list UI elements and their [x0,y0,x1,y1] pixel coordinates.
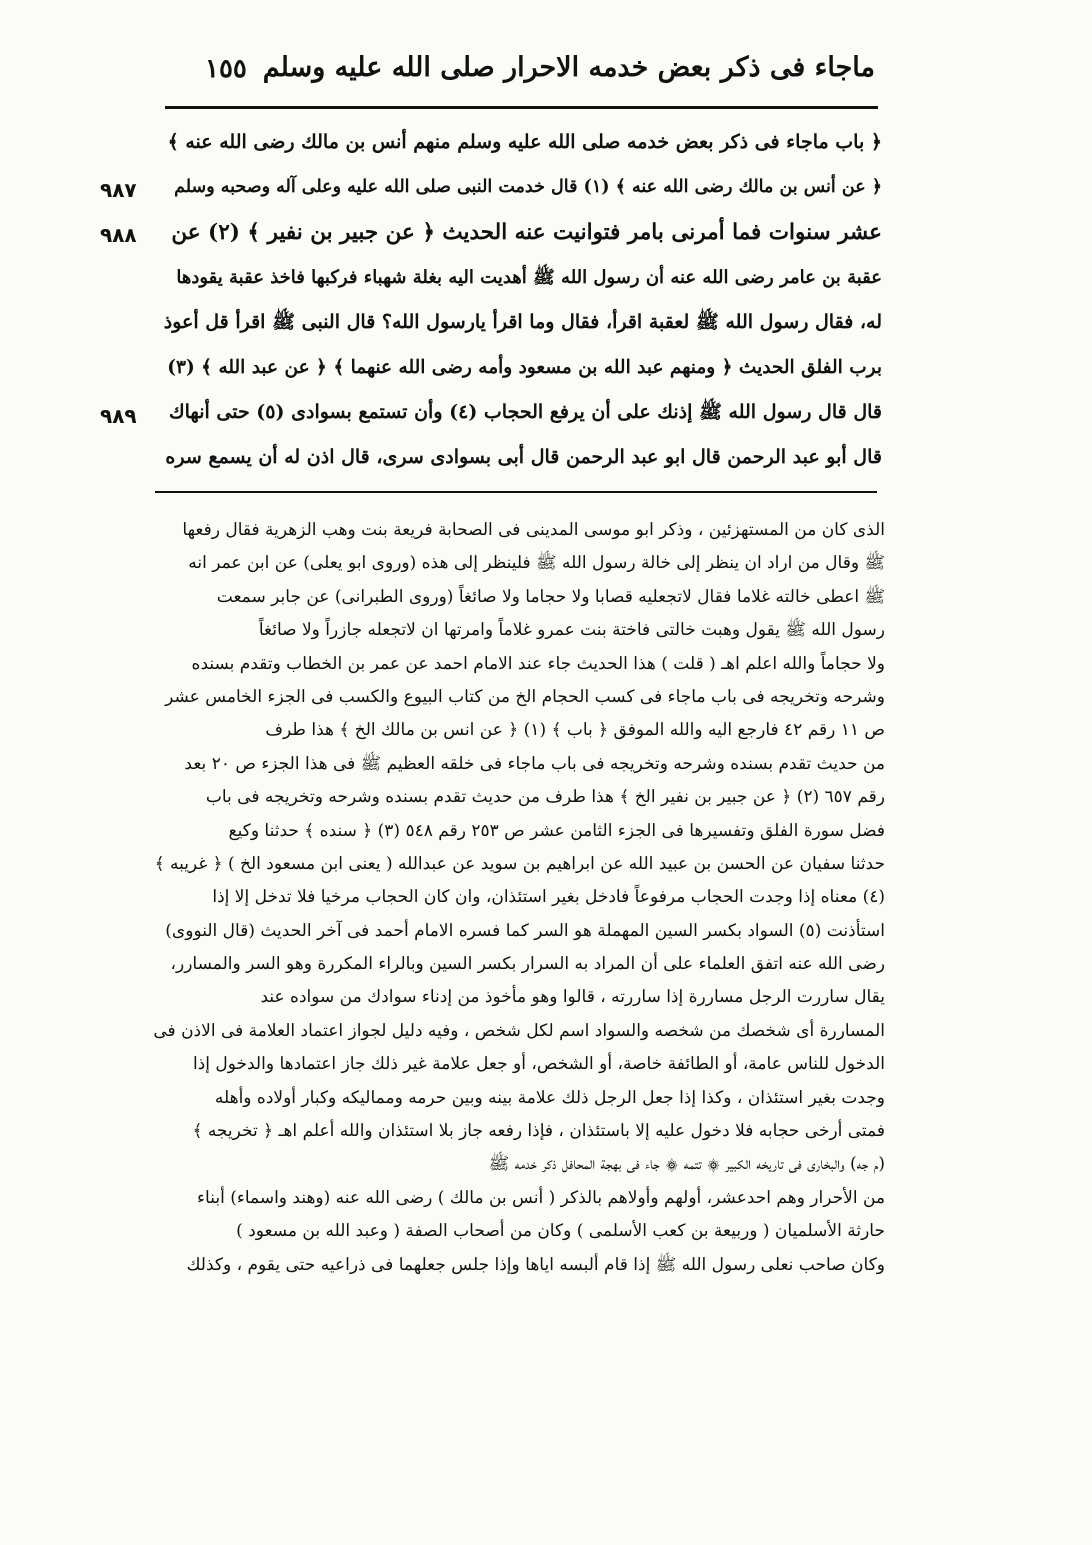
commentary-line: المساررة أى شخصك من شخصه والسواد اسم لكل شخص ، وفيه دليل لجواز اعتماد العلامة فى الاذن فى [153,1020,885,1041]
main-text-line: عقبة بن عامر رضى الله عنه أن رسول الله ﷺ أهديت اليه بغلة شهباء فركبها فاخذ عقبة يقودها [176,267,882,288]
text-divider-rule [155,491,877,493]
commentary-line: الذى كان من المستهزئين ، وذكر ابو موسى المدينى فى الصحابة فريعة بنت وهب الزهرية فقال رفعها [182,520,885,540]
commentary-line: الدخول للناس عامة، أو الطائفة خاصة، أو الشخص، أو جعل علامة غير ذلك جاز اعتمادها والدخول إذا [192,1054,885,1075]
commentary-line: وكان صاحب نعلى رسول الله ﷺ إذا قام ألبسه اياها وإذا جلس جعلهما فى ذراعيه حتى يقوم ، وكذلك [186,1254,885,1275]
commentary-line: ﷺ وقال من اراد ان ينظر إلى خالة رسول الله ﷺ فلينظر إلى هذه (وروى ابو يعلى) عن ابن عمر انه [188,553,885,574]
commentary-line: وشرحه وتخريجه فى باب ماجاء فى كسب الحجام الخ من كتاب البيوع والكسب فى الجزء الخامس عشر [165,686,885,707]
commentary-footnotes [150,514,885,1282]
header-rule [165,106,878,109]
main-text-line: عشر سنوات فما أمرنى بامر فتوانيت عنه الحديث ﴿ عن جبير بن نفير ﴾ (٢) عن [171,220,882,245]
main-text-line: قال أبو عبد الرحمن قال ابو عبد الرحمن قال أبى بسوادى سرى، قال اذن له أن يسمع سره [165,446,882,468]
hadith-number: ٩٨٩ [100,404,137,428]
commentary-line: ص ١١ رقم ٤٢ فارجع اليه والله الموفق ﴿ باب ﴾ (١) ﴿ عن انس بن مالك الخ ﴾ هذا طرف [265,720,885,741]
commentary-line: من حديث تقدم بسنده وشرحه وتخريجه فى باب ماجاء فى خلقه العظيم ﷺ فى هذا الجزء ص ٢٠ بعد [184,753,885,774]
commentary-line: ولا حجاماً والله اعلم اهـ ( قلت ) هذا الحديث جاء عند الامام احمد عن عمر بن الخطاب وتقدم بسنده [191,653,885,674]
page-header [165,52,875,96]
commentary-line: ﷺ اعطى خالته غلاما فقال لاتجعليه قصابا ولا حجاما ولا صائغاً (وروى الطبرانى) عن جابر سمعت [216,586,885,607]
main-text-line: ﴿ عن أنس بن مالك رضى الله عنه ﴾ (١) قال خدمت النبى صلى الله عليه وعلى آله وصحبه وسلم [174,177,882,197]
commentary-line: استأذنت (٥) السواد بكسر السين المهملة هو السر كما فسره الامام أحمد فى آخر الحديث (قال النووى) [165,920,885,941]
commentary-line: رقم ٦٥٧ (٢) ﴿ عن جبير بن نفير الخ ﴾ هذا طرف من حديث تقدم بسنده وشرحه وتخريجه فى باب [205,787,885,808]
commentary-line: (٤) معناه إذا وجدت الحجاب مرفوعاً فادخل بغير استئذان، وان كان الحجاب مرخيا فلا تدخل إلا إذا [212,887,885,908]
hadith-number: ٩٨٨ [100,223,137,247]
main-hadith-text [160,120,882,480]
commentary-line: حدثنا سفيان عن الحسن بن عبيد الله عن ابراهيم بن سويد عن عبدالله ( يعنى ابن مسعود الخ ) ﴿ غريبه ﴾ [154,853,885,874]
running-title: ماجاء فى ذكر بعض خدمه الاحرار صلى الله عليه وسلم [262,52,875,83]
chapter-heading: ﴿ باب ماجاء فى ذكر بعض خدمه صلى الله عليه وسلم منهم أنس بن مالك رضى الله عنه ﴾ [167,131,882,153]
main-text-line: قال قال رسول الله ﷺ إذنك على أن يرفع الحجاب (٤) وأن تستمع بسوادى (٥) حتى أنهاك [168,401,882,423]
commentary-line: رسول الله ﷺ يقول وهبت خالتى فاختة بنت عمرو غلاماً وامرتها ان لاتجعله جازراً ولا صائغاً [258,620,885,641]
commentary-line: يقال ساررت الرجل مساررة إذا ساررته ، قالوا وهو مأخوذ من إدناء سوادك من سواده عند [260,987,885,1008]
commentary-line: رضى الله عنه اتفق العلماء على أن المراد به السرار بكسر السين وبالراء المكررة وهو السر والمسارر، [170,954,885,975]
main-text-line: له، فقال رسول الله ﷺ لعقبة اقرأ، فقال وما اقرأ يارسول الله؟ قال النبى ﷺ اقرأ قل أعوذ [163,311,882,333]
commentary-line: من الأحرار وهم احدعشر، أولهم وأولاهم بالذكر ( أنس بن مالك ) رضى الله عنه (وهند واسماء) أبناء [197,1187,885,1208]
commentary-line: فمتى أرخى حجابه فلا دخول عليه إلا باستئذان ، فإذا رفعه جاز بلا استئذان والله أعلم اهـ ﴿ تخريجه ﴾ [192,1121,885,1142]
commentary-line: وجدت بغير استئذان ، وكذا إذا جعل الرجل ذلك علامة بينه وبين حرمه ومماليكه وكبار أولاده وأهله [214,1087,885,1108]
page-number: ١٥٥ [205,54,247,84]
commentary-line: فضل سورة الفلق وتفسيرها فى الجزء الثامن عشر ص ٢٥٣ رقم ٥٤٨ (٣) ﴿ سنده ﴾ حدثنا وكيع [228,820,885,841]
commentary-line: (م جه) والبخارى فى تاريخه الكبير ۞ تتمه ۞ جاء فى بهجة المحافل ذكر خدمه ﷺ [488,1154,885,1175]
hadith-number: ٩٨٧ [100,178,137,202]
commentary-line: حارثة الأسلميان ( وربيعة بن كعب الأسلمى ) وكان من أصحاب الصفة ( وعبد الله بن مسعود ) [236,1221,885,1242]
main-text-line: برب الفلق الحديث ﴿ ومنهم عبد الله بن مسعود وأمه رضى الله عنهما ﴾ ﴿ عن عبد الله ﴾ (٣) [167,357,882,378]
